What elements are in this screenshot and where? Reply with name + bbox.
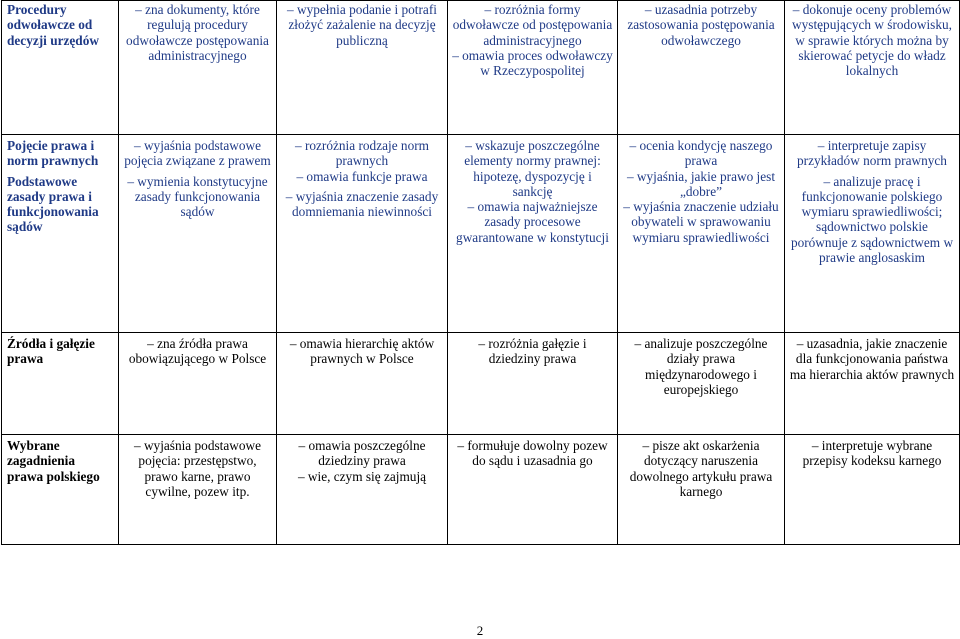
table-row — [2, 333, 960, 435]
requirement-text: – analizuje pracę i funkcjonowanie polskiego wymiaru sprawiedliwości; sądownictwo polskie porównuje z sądownictwem w prawie anglosaskim — [790, 173, 954, 266]
requirement-text: – zna źródła prawa obowiązującego w Polsce — [128, 336, 267, 367]
requirement-text: – zna dokumenty, które regulują procedury odwoławcze postępowania administracyjnego — [126, 2, 269, 63]
requirement-cell — [785, 135, 960, 333]
requirement-text: – wyjaśnia podstawowe pojęcia związane z prawem — [124, 138, 271, 169]
requirement-cell — [785, 333, 960, 435]
topic-title: Podstawowe zasady prawa i funkcjonowania sądów — [7, 173, 99, 235]
topic-cell — [2, 135, 119, 333]
requirement-text: – wyjaśnia, jakie prawo jest „dobre” — [626, 168, 776, 199]
requirement-text: – wyjaśnia podstawowe pojęcia: przestępstwo, prawo karne, prawo cywilne, pozew itp. — [133, 438, 262, 499]
requirement-text: – dokonuje oceny problemów występujących w środowisku, w sprawie których można by skierować petycje do władz lokalnych — [792, 2, 952, 79]
topic-title: Pojęcie prawa i norm prawnych — [7, 138, 99, 169]
topic-title: Wybrane zagadnienia prawa polskiego — [7, 438, 100, 484]
requirement-cell — [448, 435, 618, 545]
page-number: 2 — [476, 623, 484, 638]
table-row — [2, 435, 960, 545]
requirement-text: – wskazuje poszczególne elementy normy prawnej: hipotezę, dyspozycję i sankcję — [464, 138, 601, 199]
requirement-text: – wyjaśnia znaczenie zasady domniemania niewinności — [285, 188, 439, 220]
requirement-text: – uzasadnia potrzeby zastosowania postępowania odwoławczego — [627, 2, 775, 48]
requirement-text: – wyjaśnia znaczenie udziału obywateli w sprawowaniu wymiaru sprawiedliwości — [623, 199, 779, 245]
requirement-text: – omawia proces odwoławczy w Rzeczypospolitej — [452, 47, 613, 79]
requirement-text: – rozróżnia formy odwoławcze od postępowania administracyjnego — [452, 2, 613, 48]
requirement-cell — [448, 1, 618, 135]
requirement-text: – analizuje poszczególne działy prawa międzynarodowego i europejskiego — [634, 336, 768, 397]
table-row — [2, 135, 960, 333]
requirement-text: – wypełnia podanie i potrafi złożyć zażalenie na decyzję publiczną — [287, 2, 437, 48]
requirement-cell — [618, 435, 785, 545]
requirement-text: – ocenia kondycję naszego prawa — [629, 138, 773, 169]
requirement-text: – rozróżnia rodzaje norm prawnych — [294, 138, 429, 169]
topic-cell — [2, 435, 119, 545]
requirement-text: – rozróżnia gałęzie i dziedziny prawa — [478, 336, 587, 367]
requirement-cell — [785, 435, 960, 545]
requirement-cell — [277, 435, 448, 545]
requirement-text: – uzasadnia, jakie znaczenie dla funkcjonowania państwa ma hierarchia aktów prawnych — [789, 336, 955, 382]
requirement-text: – omawia poszczególne dziedziny prawa — [298, 438, 426, 469]
requirement-cell — [119, 135, 277, 333]
topic-cell — [2, 333, 119, 435]
requirement-text: – formułuje dowolny pozew do sądu i uzasadnia go — [457, 438, 608, 469]
requirement-cell — [119, 435, 277, 545]
requirement-text: – omawia hierarchię aktów prawnych w Polsce — [289, 336, 435, 367]
requirement-cell — [277, 1, 448, 135]
curriculum-table — [1, 0, 960, 545]
requirement-cell — [277, 333, 448, 435]
requirement-cell — [448, 135, 618, 333]
requirement-text: – interpretuje zapisy przykładów norm prawnych — [797, 138, 947, 169]
requirement-cell — [119, 333, 277, 435]
topic-title: Źródła i gałęzie prawa — [7, 336, 95, 367]
requirement-cell — [785, 1, 960, 135]
requirement-text: – omawia najważniejsze zasady procesowe gwarantowane w konstytucji — [456, 199, 609, 245]
topic-cell — [2, 1, 119, 135]
requirement-text: – wymienia konstytucyjne zasady funkcjonowania sądów — [127, 173, 268, 220]
requirement-text: – pisze akt oskarżenia dotyczący naruszenia dowolnego artykułu prawa karnego — [629, 438, 773, 499]
requirement-cell — [618, 1, 785, 135]
table-row — [2, 1, 960, 135]
requirement-cell — [618, 135, 785, 333]
requirement-cell — [448, 333, 618, 435]
requirement-cell — [119, 1, 277, 135]
topic-title: Procedury odwoławcze od decyzji urzędów — [7, 2, 99, 48]
requirement-text: – wie, czym się zajmują — [297, 468, 427, 484]
requirement-cell — [618, 333, 785, 435]
requirement-text: – interpretuje wybrane przepisy kodeksu karnego — [802, 438, 942, 469]
requirement-text: – omawia funkcje prawa — [296, 168, 428, 184]
requirement-cell — [277, 135, 448, 333]
